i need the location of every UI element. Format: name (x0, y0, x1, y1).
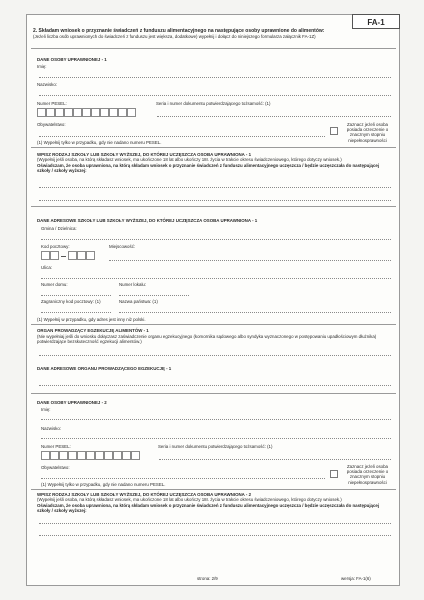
divider (31, 393, 396, 394)
form-version: wersja: FA-1(6) (341, 576, 371, 581)
person1-last-name-label: Nazwisko: (37, 82, 58, 87)
address1-header: DANE ADRESOWE SZKOŁY LUB SZKOŁY WYŻSZEJ, DO KTÓREJ UCZĘSZCZA OSOBA UPRAWNIONA - 1 (37, 218, 258, 223)
person1-citizenship-field[interactable] (39, 136, 325, 137)
divider (31, 489, 396, 490)
pesel-digit-box[interactable] (59, 451, 68, 460)
pesel-digit-box[interactable] (68, 451, 77, 460)
pesel-digit-box[interactable] (50, 451, 59, 460)
divider (31, 48, 396, 49)
pesel-digit-box[interactable] (122, 451, 131, 460)
person2-citizenship-label: Obywatelstwo: (41, 465, 70, 470)
person1-doc-field[interactable] (157, 116, 391, 117)
pesel-digit-box[interactable] (104, 451, 113, 460)
person1-first-name-field[interactable] (39, 77, 391, 78)
divider (31, 147, 396, 148)
school2-note: (Wypełnij jeśli osoba, na którą składasz wniosek, ma ukończone 18 lat albo ukończy 18r. życia w trakcie okresu świadczeniowego, którego dotyczy wniosek.) (37, 497, 342, 502)
address1-house-field[interactable] (41, 295, 111, 296)
address1-street-label: Ulica: (41, 265, 52, 270)
address1-footnote: (1) Wypełnij w przypadku, gdy adres jest inny niż polski. (37, 317, 146, 322)
pesel-digit-box[interactable] (64, 108, 73, 117)
person2-doc-label: Seria i numer dokumentu potwierdzającego tożsamość: (1) (158, 444, 273, 449)
enforcement-field[interactable] (39, 355, 391, 356)
school2-header: WPISZ RODZAJ SZKOŁY LUB SZKOŁY WYŻSZEJ, DO KTÓREJ UCZĘSZCZA OSOBA UPRAWNIONA - 2 (37, 492, 252, 497)
person1-first-name-label: Imię: (37, 64, 47, 69)
address1-flat-label: Numer lokalu: (119, 282, 147, 287)
enforcement-address-header: DANE ADRESOWE ORGANU PROWADZĄCEGO EGZEKUCJĘ - 1 (37, 366, 172, 371)
school1-header: WPISZ RODZAJ SZKOŁY LUB SZKOŁY WYŻSZEJ, DO KTÓREJ UCZĘSZCZA OSOBA UPRAWNIONA - 1 (37, 152, 252, 157)
postal-digit-box[interactable] (77, 251, 86, 260)
page-number: strona: 2/9 (197, 576, 218, 581)
pesel-digit-box[interactable] (113, 451, 122, 460)
school2-field[interactable] (39, 535, 391, 536)
person2-citizenship-field[interactable] (41, 478, 325, 479)
school1-field[interactable] (39, 200, 391, 201)
address1-municipality-field[interactable] (41, 239, 391, 240)
person1-footnote: (1) Wypełnij tylko w przypadku, gdy nie nadano numeru PESEL. (37, 140, 162, 145)
person2-first-name-field[interactable] (41, 419, 391, 420)
postal-digit-box[interactable] (86, 251, 95, 260)
person1-pesel-label: Numer PESEL: (37, 101, 67, 106)
pesel-digit-box[interactable] (118, 108, 127, 117)
person1-disability-label: Zaznacz jeżeli osoba posiada orzeczenie o znacznym stopniu niepełnosprawności (346, 122, 389, 143)
form-code: FA-1 (352, 14, 400, 29)
divider (31, 324, 396, 325)
school2-declaration: Oświadczam, że osoba uprawniona, na którą składam wniosek o przyznanie świadczeń z funduszu alimentacyjnego uczęszcza / będzie uczęszczała do następującej szkoły / szkoły wyższej: (37, 503, 380, 514)
person2-disability-checkbox[interactable] (330, 470, 338, 478)
address1-street-field[interactable] (41, 278, 391, 279)
person2-first-name-label: Imię: (41, 407, 51, 412)
pesel-digit-box[interactable] (73, 108, 82, 117)
address1-flat-field[interactable] (119, 295, 189, 296)
enforcement-address-field[interactable] (39, 385, 391, 386)
postal-digit-box[interactable] (50, 251, 59, 260)
form-page (26, 14, 400, 586)
pesel-digit-box[interactable] (131, 451, 140, 460)
person2-header: DANE OSOBY UPRAWNIONEJ - 2 (37, 400, 107, 405)
pesel-digit-box[interactable] (41, 451, 50, 460)
person1-doc-label: Seria i numer dokumentu potwierdzającego tożsamość: (1) (156, 101, 271, 106)
pesel-digit-box[interactable] (77, 451, 86, 460)
enforcement-note: (Nie wypełniaj jeśli do wniosku dołączasz zaświadczenie organu egzekucyjnego (komornika sądowego albo syndyka wyznaczonego w postępowaniu upadłościowym dłużnika) potwierdzające bezskuteczność egzekucji alimentów.) (37, 334, 377, 345)
address1-foreign-code-label: Zagraniczny kod pocztowy: (1) (41, 299, 101, 304)
person2-last-name-label: Nazwisko: (41, 426, 62, 431)
postal-dash (61, 256, 66, 257)
person2-footnote: (1) Wypełnij tylko w przypadku, gdy nie nadano numeru PESEL. (41, 482, 166, 487)
pesel-digit-box[interactable] (37, 108, 46, 117)
school2-field[interactable] (39, 523, 391, 524)
address1-country-label: Nazwa państwa: (1) (119, 299, 158, 304)
address1-city-label: Miejscowość: (109, 244, 136, 249)
pesel-digit-box[interactable] (109, 108, 118, 117)
person1-last-name-field[interactable] (39, 95, 391, 96)
pesel-digit-box[interactable] (82, 108, 91, 117)
person1-disability-checkbox[interactable] (330, 127, 338, 135)
school1-field[interactable] (39, 187, 391, 188)
person2-pesel-label: Numer PESEL: (41, 444, 71, 449)
section2-note: (Jeżeli liczba osób uprawnionych do świadczeń z funduszu jest większa, dodatkowe) wypełnij i dołącz do niniejszego formularza załącznik FA-1Z) (33, 34, 316, 39)
enforcement-header: ORGAN PROWADZĄCY EGZEKUCJĘ ALIMENTÓW - 1 (37, 328, 149, 333)
postal-digit-box[interactable] (68, 251, 77, 260)
pesel-digit-box[interactable] (127, 108, 136, 117)
school1-note: (Wypełnij jeśli osoba, na którą składasz wniosek, ma ukończone 18 lat albo ukończy 18r. życia w trakcie okresu świadczeniowego, którego dotyczy wniosek.) (37, 157, 342, 162)
person1-header: DANE OSOBY UPRAWNIONEJ - 1 (37, 57, 107, 62)
person2-disability-label: Zaznacz jeżeli osoba posiada orzeczenie o znacznym stopniu niepełnosprawności (346, 464, 389, 485)
pesel-digit-box[interactable] (55, 108, 64, 117)
person2-doc-field[interactable] (159, 459, 391, 460)
postal-digit-box[interactable] (41, 251, 50, 260)
address1-postal-label: Kod pocztowy: (41, 244, 70, 249)
address1-country-field[interactable] (119, 312, 391, 313)
address1-house-label: Numer domu: (41, 282, 68, 287)
pesel-digit-box[interactable] (91, 108, 100, 117)
person1-citizenship-label: Obywatelstwo: (37, 122, 66, 127)
section2-title: 2. Składam wniosek o przyznanie świadczeń z funduszu alimentacyjnego na następujące osoby uprawnione do alimentów: (33, 28, 325, 34)
pesel-digit-box[interactable] (95, 451, 104, 460)
person2-last-name-field[interactable] (41, 438, 391, 439)
address1-foreign-code-field[interactable] (41, 312, 111, 313)
address1-city-field[interactable] (109, 260, 391, 261)
divider (31, 206, 396, 207)
pesel-digit-box[interactable] (100, 108, 109, 117)
pesel-digit-box[interactable] (86, 451, 95, 460)
pesel-digit-box[interactable] (46, 108, 55, 117)
school1-declaration: Oświadczam, że osoba uprawniona, na którą składam wniosek o przyznanie świadczeń z funduszu alimentacyjnego uczęszcza / będzie uczęszczała do następującej szkoły / szkoły wyższej: (37, 163, 380, 174)
address1-municipality-label: Gmina / Dzielnica: (41, 226, 77, 231)
